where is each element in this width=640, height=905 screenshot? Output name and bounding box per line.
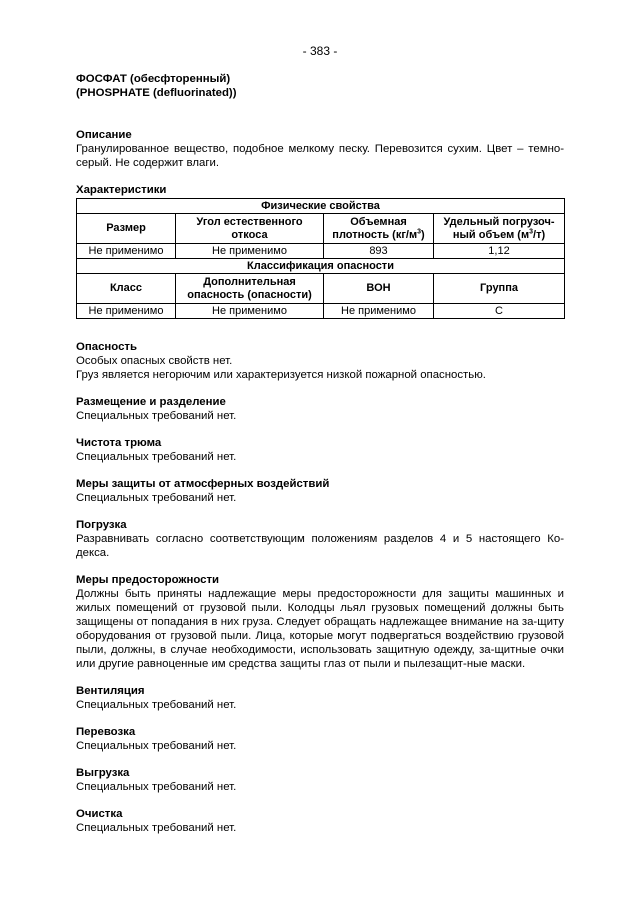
col-class: Класс	[77, 274, 176, 304]
section-loading	[76, 518, 564, 560]
section-description	[76, 128, 564, 170]
col-density: Объемная плотность $(кг/м^3)$	[324, 214, 434, 244]
table-row	[77, 244, 565, 259]
cell-angle: Не применимо	[176, 244, 324, 259]
section-clean-up	[76, 807, 564, 835]
carriage-text: Специальных требований нет.	[76, 740, 237, 752]
table-row	[77, 304, 565, 319]
title-russian: ФОСФАТ (обесфторенный)	[76, 73, 231, 85]
cell-stowage-factor: 1,12	[434, 244, 565, 259]
col-stowage-factor: Удельный погрузоч-ный объем $(м^3/т)$	[434, 214, 565, 244]
carriage-heading: Перевозка	[76, 726, 136, 738]
description-heading: Описание	[76, 129, 132, 141]
table-row	[77, 274, 565, 304]
section-ventilation	[76, 684, 564, 712]
cell-subsidiary-hazard: Не применимо	[176, 304, 324, 319]
discharge-text: Специальных требований нет.	[76, 781, 237, 793]
cell-size: Не применимо	[77, 244, 176, 259]
section-precautions	[76, 573, 564, 671]
cell-group: С	[434, 304, 565, 319]
col-subsidiary-hazard: Дополнительная опасность (опасности)	[176, 274, 324, 304]
page-number: - 383 -	[302, 44, 338, 58]
col-size: Размер	[77, 214, 176, 244]
table-row	[77, 199, 565, 214]
hazard-classification-header: Классификация опасности	[77, 259, 565, 274]
clean-up-heading: Очистка	[76, 808, 123, 820]
section-hazard	[76, 340, 564, 382]
stowage-heading: Размещение и разделение	[76, 396, 226, 408]
section-weather-precautions	[76, 477, 564, 505]
weather-heading: Меры защиты от атмосферных воздействий	[76, 478, 330, 490]
section-characteristics	[76, 183, 564, 319]
hazard-heading: Опасность	[76, 341, 138, 353]
col-angle: Угол естественного откоса	[176, 214, 324, 244]
section-stowage	[76, 395, 564, 423]
table-row	[77, 259, 565, 274]
col-group: Группа	[434, 274, 565, 304]
document-body	[76, 72, 564, 835]
discharge-heading: Выгрузка	[76, 767, 130, 779]
col-mhb: ВОН	[324, 274, 434, 304]
section-carriage	[76, 725, 564, 753]
cell-density: 893	[324, 244, 434, 259]
section-discharge	[76, 766, 564, 794]
hold-cleanliness-heading: Чистота трюма	[76, 437, 162, 449]
precautions-heading: Меры предосторожности	[76, 574, 220, 586]
cell-class: Не применимо	[77, 304, 176, 319]
hazard-line-1: Особых опасных свойств нет.	[76, 355, 233, 367]
physical-properties-header: Физические свойства	[77, 199, 565, 214]
clean-up-text: Специальных требований нет.	[76, 822, 237, 834]
loading-heading: Погрузка	[76, 519, 127, 531]
title-english: (PHOSPHATE (defluorinated))	[76, 87, 237, 99]
section-hold-cleanliness	[76, 436, 564, 464]
hazard-line-2: Груз является негорючим или характеризуется низкой пожарной опасностью.	[76, 369, 486, 381]
cell-mhb: Не применимо	[324, 304, 434, 319]
ventilation-text: Специальных требований нет.	[76, 699, 237, 711]
ventilation-heading: Вентиляция	[76, 685, 145, 697]
stowage-text: Специальных требований нет.	[76, 410, 237, 422]
hold-cleanliness-text: Специальных требований нет.	[76, 451, 237, 463]
precautions-text: Должны быть приняты надлежащие меры предосторожности для защиты машинных и жилых помещений от грузовой пыли. Колодцы льял грузовых помещений должны быть защищены от попадания в них груза. Следует обращать надлежащее внимание на за-щиту оборудования от грузовой пыли. Лица, которые могут подвергаться воздействию грузовой пыли, должны, в случае необходимости, использовать защитную одежду, за-щитные очки или другие равноценные им средства защиты глаз от пыли и пылезащит-ные маски.	[76, 588, 564, 670]
table-row	[77, 214, 565, 244]
loading-text: Разравнивать согласно соответствующим положениям разделов 4 и 5 настоящего Ко-декса.	[76, 533, 564, 559]
characteristics-heading: Характеристики	[76, 184, 167, 196]
weather-text: Специальных требований нет.	[76, 492, 237, 504]
characteristics-table	[76, 198, 565, 319]
description-text: Гранулированное вещество, подобное мелкому песку. Перевозится сухим. Цвет – темно-серый. Не содержит влаги.	[76, 143, 564, 169]
